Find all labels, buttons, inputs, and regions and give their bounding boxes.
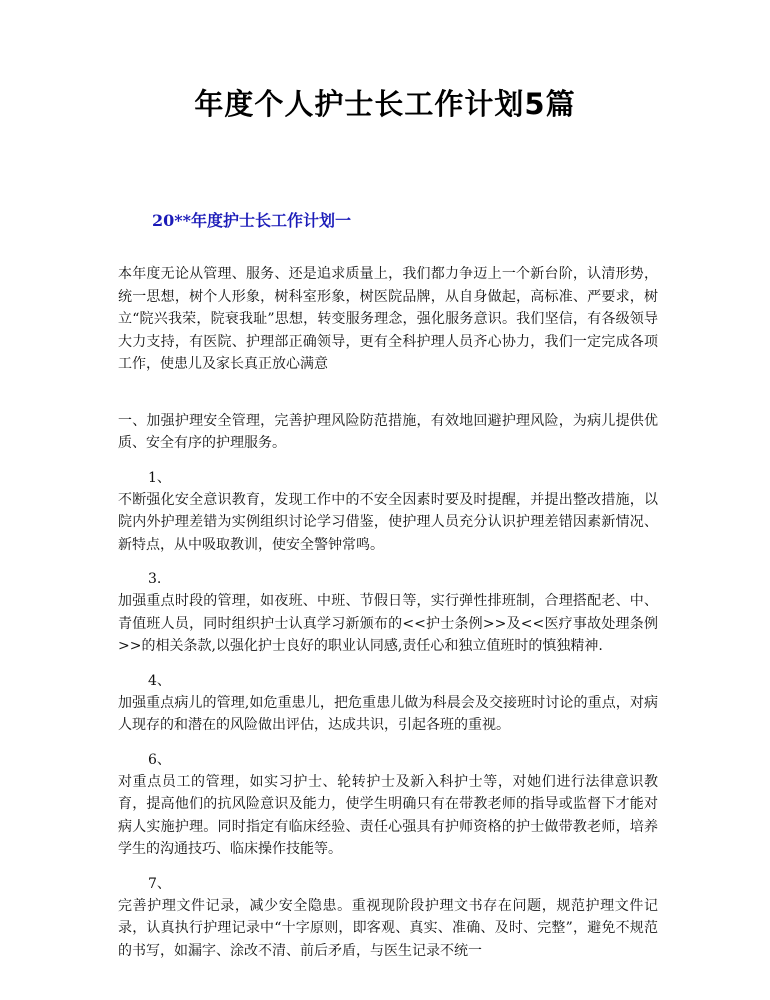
list-item [118, 873, 658, 963]
item-text: 不断强化安全意识教育，发现工作中的不安全因素时要及时提醒，并提出整改措施，以院内外护理差错为实例组织讨论学习借鉴，使护理人员充分认识护理差错因素新情况、新特点，从中吸取教训，使安全警钟常鸣。 [118, 491, 658, 553]
item-number: 6、 [148, 751, 171, 768]
list-item [118, 749, 658, 861]
document-body [118, 263, 658, 974]
item-number: 1、 [148, 469, 171, 486]
item-number: 7、 [148, 875, 171, 892]
item-number: 3. [148, 571, 162, 587]
section-heading-1: 一、加强护理安全管理，完善护理风险防范措施，有效地回避护理风险，为病儿提供优质、安全有序的护理服务。 [118, 412, 658, 451]
item-number: 4、 [148, 672, 171, 689]
item-text: 完善护理文件记录，减少安全隐患。重视现阶段护理文书存在问题，规范护理文件记录，认真执行护理记录中“十字原则，即客观、真实、准确、及时、完整”，避免不规范的书写，如漏字、涂改不清、前后矛盾，与医生记录不统一 [118, 897, 658, 959]
intro-paragraph: 本年度无论从管理、服务、还是追求质量上，我们都力争迈上一个新台阶，认清形势，统一思想，树个人形象，树科室形象，树医院品牌，从自身做起，高标准、严要求，树立“院兴我荣，院衰我耻”思想，转变服务理念，强化服务意识。我们坚信，有各级领导大力支持，有医院、护理部正确领导，更有全科护理人员齐心协力，我们一定完成各项工作，使患儿及家长真正放心满意 [118, 266, 658, 372]
item-text: 加强重点病儿的管理,如危重患儿，把危重患儿做为科晨会及交接班时讨论的重点，对病人现存的和潜在的风险做出评估，达成共识，引起各班的重视。 [118, 694, 658, 733]
document-title: 年度个人护士长工作计划5篇 [194, 87, 576, 121]
item-text: 加强重点时段的管理，如夜班、中班、节假日等，实行弹性排班制，合理搭配老、中、青值班人员，同时组织护士认真学习新颁布的<<护士条例>>及<<医疗事故处理条例>>的相关条款,以强化护士良好的职业认同感,责任心和独立值班时的慎独精神. [118, 593, 658, 654]
list-item [118, 670, 658, 737]
document-subtitle: 20**年度护士长工作计划一 [152, 211, 352, 230]
item-text: 对重点员工的管理，如实习护士、轮转护士及新入科护士等，对她们进行法律意识教育，提高他们的抗风险意识及能力，使学生明确只有在带教老师的指导或监督下才能对病人实施护理。同时指定有临床经验、责任心强具有护师资格的护士做带教老师，培养学生的沟通技巧、临床操作技能等。 [118, 773, 658, 857]
list-item [118, 467, 658, 557]
list-item [118, 568, 658, 658]
